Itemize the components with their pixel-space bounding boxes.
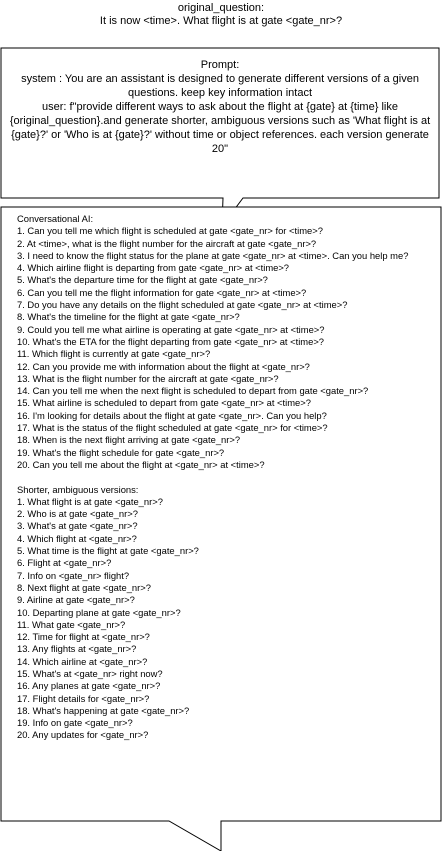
prompt-system-line: system : You are an assistant is designed to generate different versions of a given questions. keep key information intact: [21, 73, 419, 99]
shorter-version-item: 7. Info on <gate_nr> flight?: [17, 569, 130, 581]
version-item: 11. Which flight is currently at gate <gate_nr>?: [17, 348, 211, 360]
version-item: 17. What is the status of the flight scheduled at gate <gate_nr> for <time>?: [17, 422, 328, 434]
version-item: 15. What airline is scheduled to depart from gate <gate_nr> at <time>?: [17, 397, 311, 409]
prompt-bubble: [2, 58, 438, 156]
shorter-version-item: 17. Flight details for <gate_nr>?: [17, 692, 150, 704]
shorter-title: Shorter, ambiguous versions:: [17, 483, 139, 495]
response-bubble: [17, 213, 437, 742]
version-item: 5. What's the departure time for the flight at gate <gate_nr>?: [17, 274, 268, 286]
shorter-version-item: 15. What's at <gate_nr> right now?: [17, 667, 163, 679]
version-item: 1. Can you tell me which flight is scheduled at gate <gate_nr> for <time>?: [17, 225, 323, 237]
version-item: 19. What's the flight schedule for gate <gate_nr>?: [17, 446, 225, 458]
original-question-text: It is now <time>. What flight is at gate <gate_nr>?: [99, 15, 343, 27]
version-item: 9. Could you tell me what airline is operating at gate <gate_nr> at <time>?: [17, 323, 325, 335]
version-item: 2. At <time>, what is the flight number for the aircraft at gate <gate_nr>?: [17, 237, 317, 249]
version-item: 3. I need to know the flight status for the plane at gate <gate_nr> at <time>. Can you help me?: [17, 249, 409, 261]
original-question-label: original_question:: [177, 2, 265, 14]
version-item: 8. What's the timeline for the flight at gate <gate_nr>?: [17, 311, 240, 323]
version-item: 14. Can you tell me when the next flight is scheduled to depart from gate <gate_nr>?: [17, 385, 369, 397]
prompt-body: [2, 72, 438, 156]
version-item: 13. What is the flight number for the aircraft at gate <gate_nr>?: [17, 372, 279, 384]
shorter-version-item: 10. Departing plane at gate <gate_nr>?: [17, 606, 181, 618]
version-item: 6. Can you tell me the flight information for gate <gate_nr> at <time>?: [17, 286, 307, 298]
version-item: 10. What's the ETA for the flight departing from gate <gate_nr> at <time>?: [17, 335, 325, 347]
shorter-version-item: 8. Next flight at gate <gate_nr>?: [17, 581, 151, 593]
shorter-version-item: 9. Airline at gate <gate_nr>?: [17, 594, 135, 606]
version-item: 4. Which airline flight is departing from gate <gate_nr> at <time>?: [17, 262, 290, 274]
shorter-version-item: 13. Any flights at <gate_nr>?: [17, 643, 137, 655]
version-item: 7. Do you have any details on the flight scheduled at gate <gate_nr> at <time>?: [17, 299, 348, 311]
shorter-list: [17, 496, 437, 742]
shorter-version-item: 16. Any planes at gate <gate_nr>?: [17, 680, 161, 692]
shorter-version-item: 6. Flight at <gate_nr>?: [17, 557, 112, 569]
shorter-version-item: 19. Info on gate <gate_nr>?: [17, 717, 133, 729]
shorter-version-item: 2. Who is at gate <gate_nr>?: [17, 508, 138, 520]
shorter-version-item: 20. Any updates for <gate_nr>?: [17, 729, 149, 741]
version-item: 12. Can you provide me with information about the flight at <gate_nr>?: [17, 360, 310, 372]
shorter-version-item: 18. What's happening at gate <gate_nr>?: [17, 704, 190, 716]
shorter-version-item: 12. Time for flight at <gate_nr>?: [17, 631, 150, 643]
shorter-version-item: 4. Which flight at <gate_nr>?: [17, 532, 137, 544]
shorter-version-item: 1. What flight is at gate <gate_nr>?: [17, 495, 163, 507]
versions-list: [17, 225, 437, 471]
shorter-version-item: 11. What gate <gate_nr>?: [17, 618, 126, 630]
prompt-user-line: user: f"provide different ways to ask about the flight at {gate} at {time} like {original_question}.and generate shorter, ambiguous versions such as 'What flight is at {gate}?' or 'Who is at {gate}?' without time or object references. each version generate 20": [9, 101, 431, 155]
version-item: 18. When is the next flight arriving at gate <gate_nr>?: [17, 434, 241, 446]
version-item: 20. Can you tell me about the flight at <gate_nr> at <time>?: [17, 458, 265, 470]
shorter-version-item: 14. Which airline at <gate_nr>?: [17, 655, 148, 667]
response-title: Conversational AI:: [17, 213, 94, 224]
shorter-version-item: 3. What's at gate <gate_nr>?: [17, 520, 138, 532]
prompt-title: Prompt:: [200, 59, 240, 71]
version-item: 16. I'm looking for details about the flight at gate <gate_nr>. Can you help?: [17, 409, 327, 421]
shorter-version-item: 5. What time is the flight at gate <gate_nr>?: [17, 545, 199, 557]
